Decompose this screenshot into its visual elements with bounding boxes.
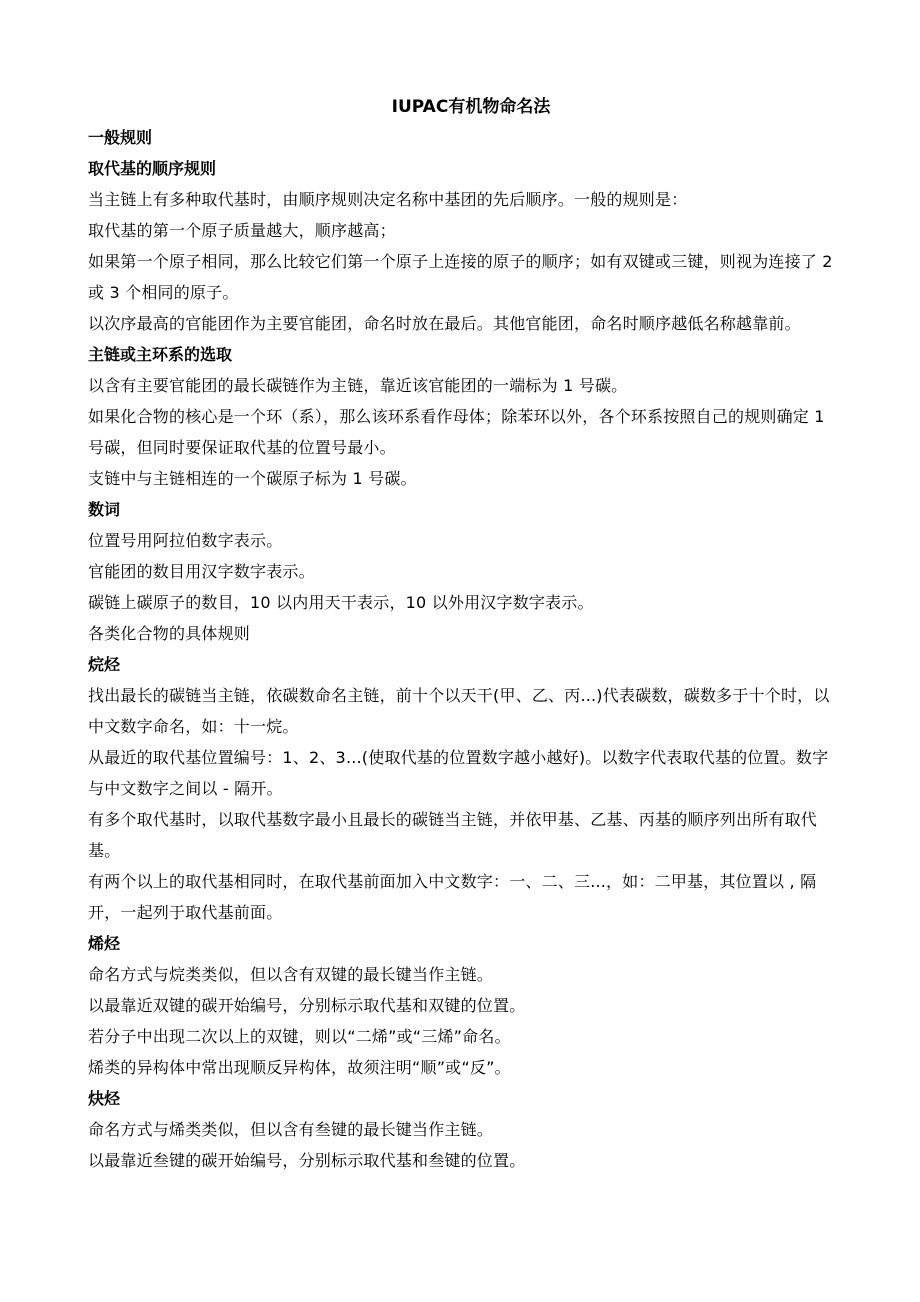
paragraph: 取代基的第一个原子质量越大，顺序越高； <box>88 221 396 240</box>
subsection-heading: 烯烃 <box>88 934 121 953</box>
document-page <box>88 92 834 1176</box>
paragraph: 命名方式与烯类类似，但以含有叁键的最长键当作主链。 <box>88 1120 494 1139</box>
paragraph: 从最近的取代基位置编号：1、2、3...(使取代基的位置数字越小越好)。以数字代表取代基的位置。数字与中文数字之间以 - 隔开。 <box>88 748 829 798</box>
paragraph: 找出最长的碳链当主链，依碳数命名主链，前十个以天干(甲、乙、丙...)代表碳数，碳数多于十个时，以中文数字命名，如：十一烷。 <box>88 686 830 736</box>
paragraph: 如果第一个原子相同，那么比较它们第一个原子上连接的原子的顺序；如有双键或三键，则视为连接了 2 或 3 个相同的原子。 <box>88 252 833 302</box>
paragraph: 官能团的数目用汉字数字表示。 <box>88 562 315 581</box>
paragraph: 烯类的异构体中常出现顺反异构体，故须注明“顺”或“反”。 <box>88 1058 511 1077</box>
paragraph: 如果化合物的核心是一个环（系），那么该环系看作母体；除苯环以外，各个环系按照自己的规则确定 1 号碳，但同时要保证取代基的位置号最小。 <box>88 407 825 457</box>
paragraph: 有两个以上的取代基相同时，在取代基前面加入中文数字：一、二、三...，如：二甲基，其位置以 , 隔开，一起列于取代基前面。 <box>88 872 817 922</box>
paragraph: 支链中与主链相连的一个碳原子标为 1 号碳。 <box>88 469 417 488</box>
paragraph: 当主链上有多种取代基时，由顺序规则决定名称中基团的先后顺序。一般的规则是： <box>88 190 688 209</box>
paragraph: 有多个取代基时，以取代基数字最小且最长的碳链当主链，并依甲基、乙基、丙基的顺序列出所有取代基。 <box>88 810 818 860</box>
subsection-heading: 取代基的顺序规则 <box>88 159 217 178</box>
subsection-heading: 炔烃 <box>88 1089 121 1108</box>
section-heading: 一般规则 <box>88 128 153 147</box>
paragraph: 命名方式与烷类类似，但以含有双键的最长键当作主链。 <box>88 965 494 984</box>
paragraph: 若分子中出现二次以上的双键，则以“二烯”或“三烯”命名。 <box>88 1027 511 1046</box>
subsection-heading: 数词 <box>88 500 121 519</box>
paragraph: 以次序最高的官能团作为主要官能团，命名时放在最后。其他官能团，命名时顺序越低名称越靠前。 <box>88 314 801 333</box>
paragraph: 位置号用阿拉伯数字表示。 <box>88 531 283 550</box>
paragraph: 以含有主要官能团的最长碳链作为主链，靠近该官能团的一端标为 1 号碳。 <box>88 376 628 395</box>
subsection-heading: 主链或主环系的选取 <box>88 345 233 364</box>
paragraph: 以最靠近叁键的碳开始编号，分别标示取代基和叁键的位置。 <box>88 1151 526 1170</box>
paragraph: 各类化合物的具体规则 <box>88 624 251 643</box>
paragraph: 以最靠近双键的碳开始编号，分别标示取代基和双键的位置。 <box>88 996 526 1015</box>
paragraph: 碳链上碳原子的数目，10 以内用天干表示，10 以外用汉字数字表示。 <box>88 593 594 612</box>
subsection-heading: 烷烃 <box>88 655 121 674</box>
document-title: IUPAC有机物命名法 <box>391 97 551 117</box>
